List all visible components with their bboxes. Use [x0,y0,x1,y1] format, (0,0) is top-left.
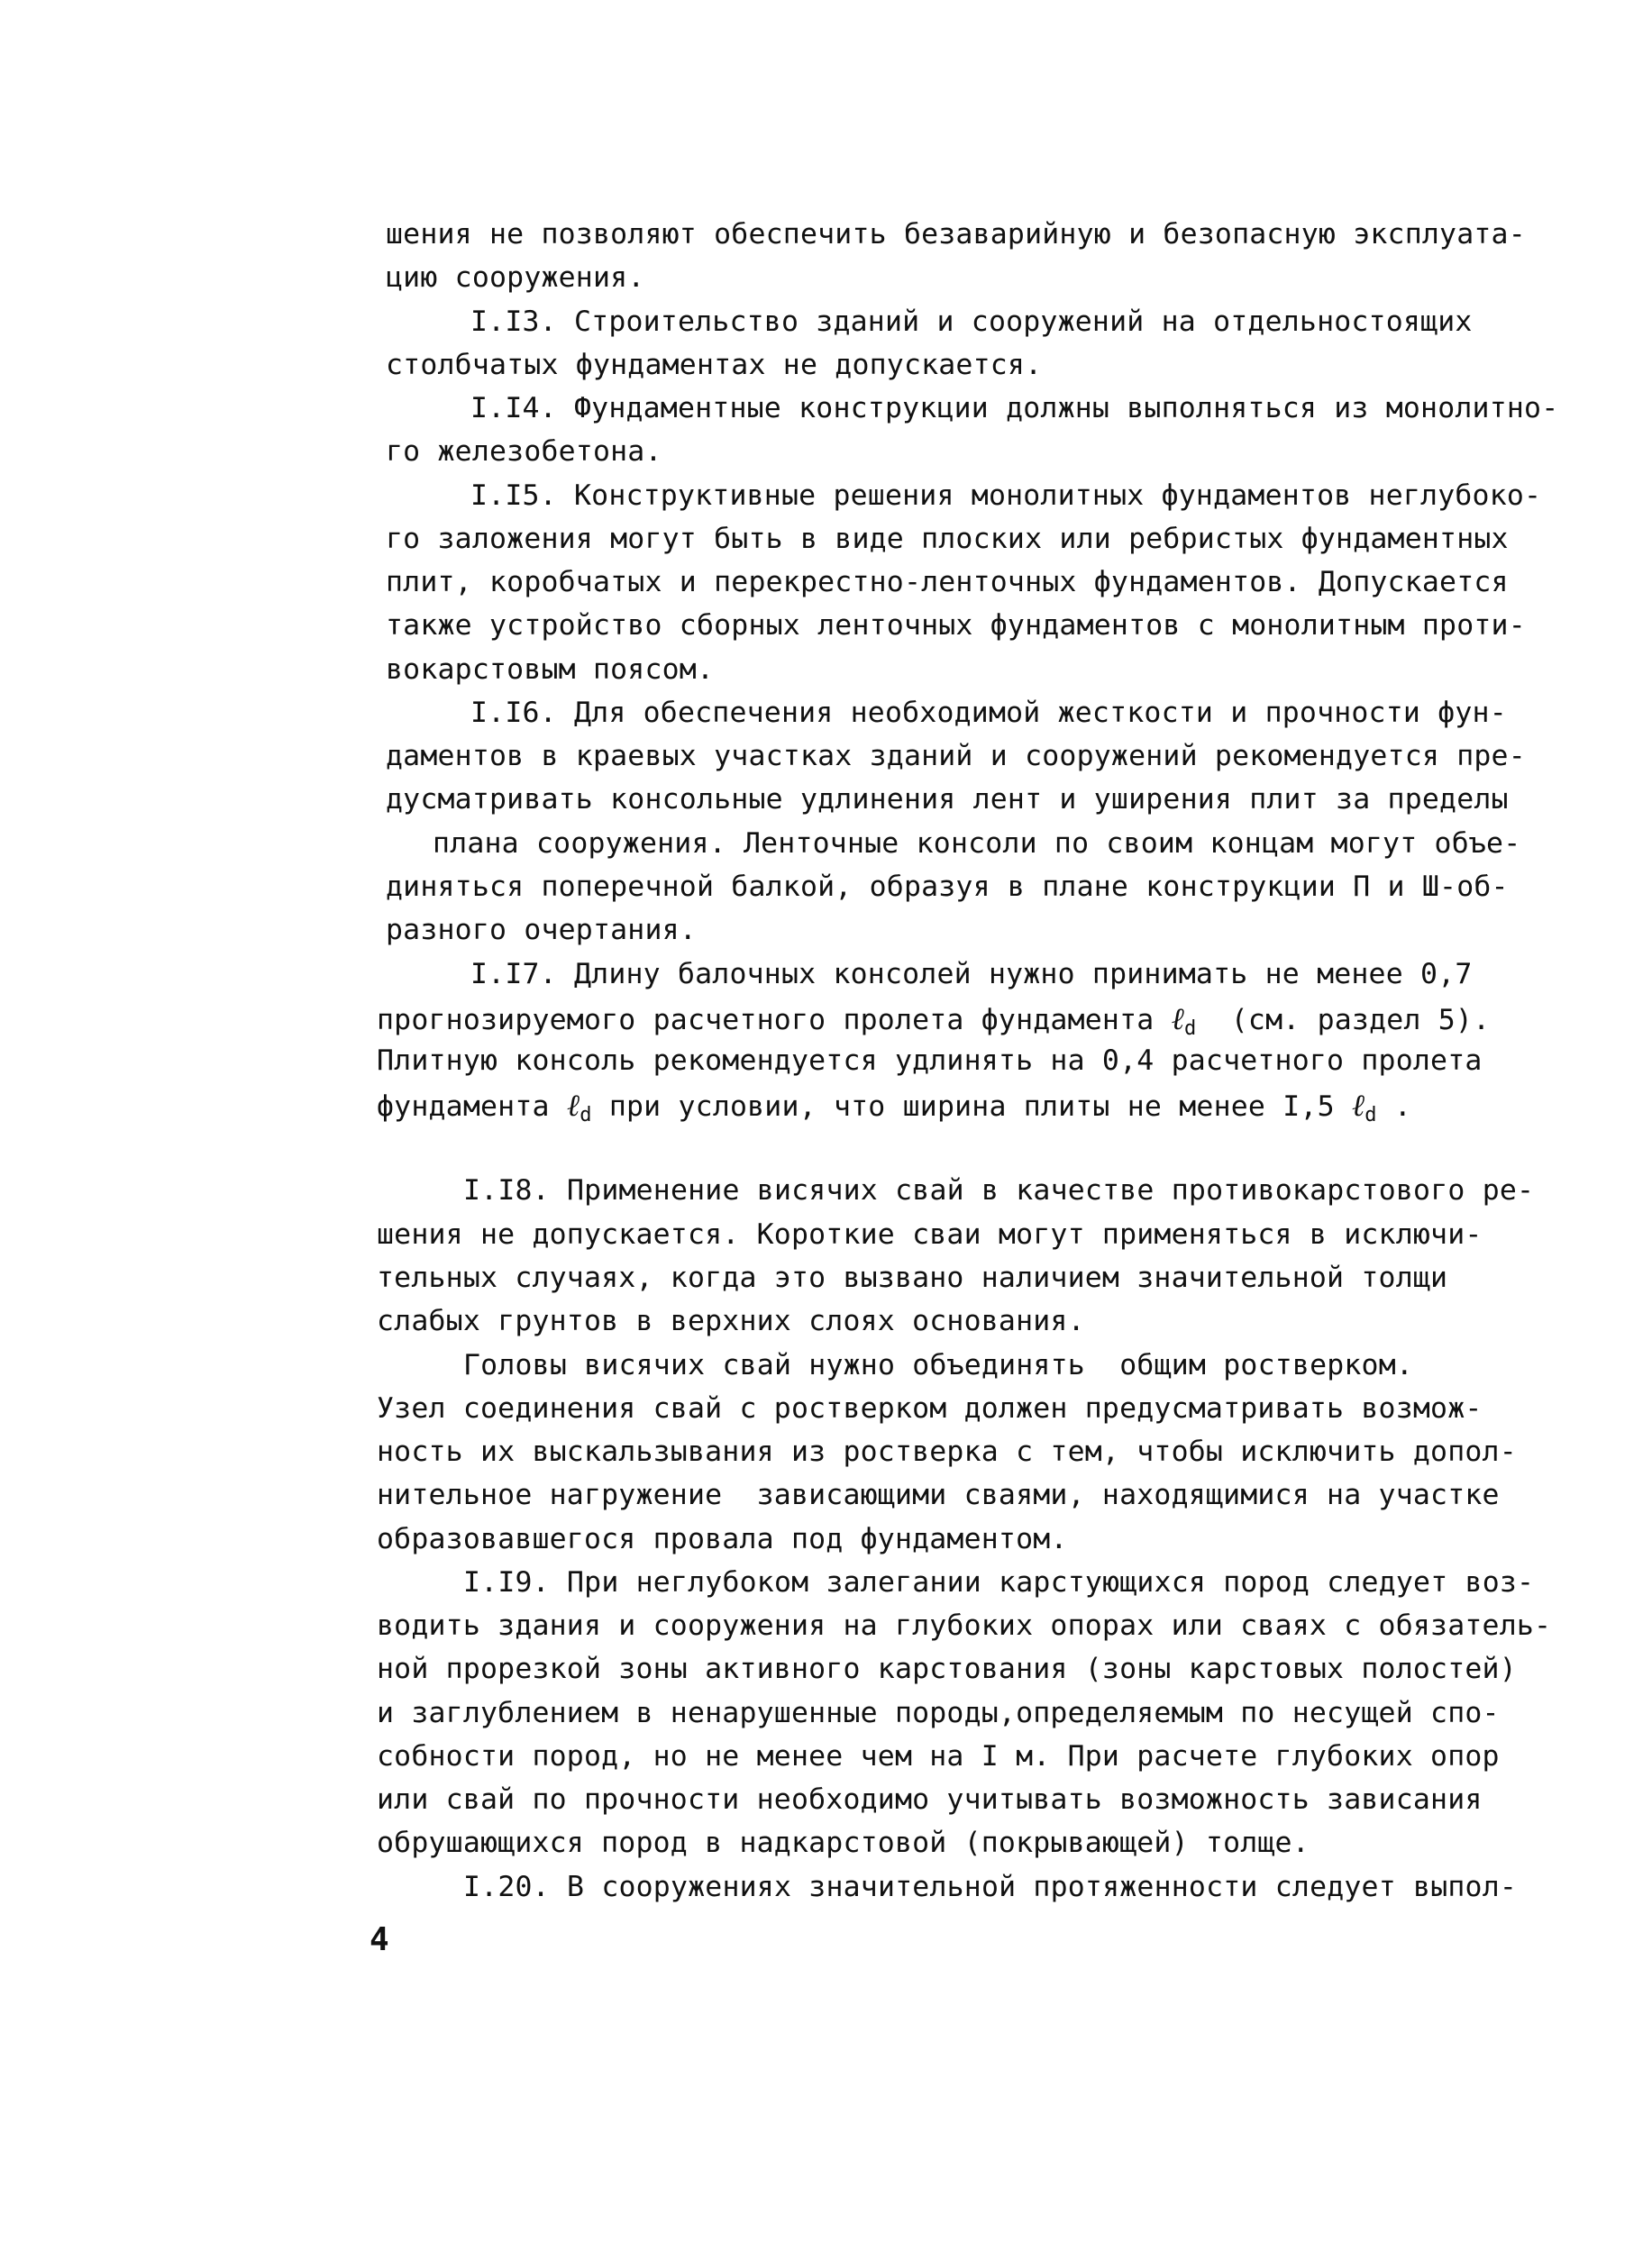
text-line: ной прорезкой зоны активного карстования (зоны карстовых полостей) [377,1653,1517,1685]
text-line: тельных случаях, когда это вызвано наличием значительной толщи [377,1262,1448,1294]
span-length-symbol: ℓ [1171,1001,1184,1037]
text-line: I.I7. Длину балочных консолей нужно принимать не менее 0,7 [470,958,1473,990]
text-line: I.I6. Для обеспечения необходимой жесткости и прочности фун- [470,697,1507,729]
text-segment: прогнозируемого расчетного пролета фундамента [377,1004,1155,1036]
text-line: го заложения могут быть в виде плоских или ребристых фундаментных [386,523,1509,555]
text-line: Узел соединения свай с ростверком должен предусматривать возмож- [377,1392,1483,1425]
text-line: вокарстовым поясом. [386,653,715,686]
text-line: Головы висячих свай нужно объединять общим ростверком. [463,1349,1414,1381]
text-line: цию сооружения. [386,261,645,294]
text-line: I.I9. При неглубоком залегании карстующихся пород следует воз- [463,1566,1535,1599]
text-line: столбчатых фундаментах не допускается. [386,349,1043,381]
text-line: I.I5. Конструктивные решения монолитных фундаментов неглубоко- [470,479,1542,512]
text-line: также устройство сборных ленточных фундаментов с монолитным проти- [386,609,1526,642]
text-line: диняться поперечной балкой, образуя в плане конструкции П и Ш-об- [386,871,1509,903]
span-length-subscript: d [1364,1104,1377,1126]
text-line: и заглублением в ненарушенные породы,определяемым по несущей спо- [377,1697,1500,1729]
span-length-symbol: ℓ [1351,1088,1365,1124]
text-line: собности пород, но не менее чем на I м. При расчете глубоких опор [377,1740,1500,1773]
text-line: шения не допускается. Короткие сваи могут применяться в исключи- [377,1218,1483,1251]
text-line: го железобетона. [386,435,662,468]
text-line: водить здания и сооружения на глубоких опорах или сваях с обязатель- [377,1609,1552,1642]
page-number: 4 [370,1921,389,1958]
span-length-subscript: d [1183,1017,1197,1040]
text-line: шения не позволяют обеспечить безаварийную и безопасную эксплуата- [386,218,1526,251]
text-line: даментов в краевых участках зданий и сооружений рекомендуется пре- [386,740,1526,772]
span-length-subscript: d [580,1104,592,1126]
text-line: I.I8. Применение висячих свай в качестве противокарстового ре- [463,1174,1535,1207]
text-line: плит, коробчатых и перекрестно-ленточных фундаментов. Допускается [386,566,1509,598]
text-line: I.20. В сооружениях значительной протяженности следует выпол- [463,1871,1518,1903]
text-line: разного очертания. [386,914,697,946]
text-line: I.I4. Фундаментные конструкции должны выполняться из монолитно- [470,392,1559,424]
span-length-symbol: ℓ [566,1088,580,1124]
text-segment: (см. раздел 5). [1230,1004,1491,1036]
text-line: или свай по прочности необходимо учитывать возможность зависания [377,1783,1483,1816]
text-segment: фундамента [377,1090,550,1123]
text-segment: при условии, что ширина плиты не менее I,5 [608,1090,1335,1123]
text-line-with-symbol [377,1090,1411,1126]
text-line: образовавшегося провала под фундаментом. [377,1523,1068,1555]
text-line-with-symbol [377,1001,1491,1040]
text-line: дусматривать консольные удлинения лент и уширения плит за пределы [386,783,1509,816]
text-line: Плитную консоль рекомендуется удлинять на 0,4 расчетного пролета [377,1044,1483,1077]
text-line: I.I3. Строительство зданий и сооружений на отдельностоящих [470,305,1473,338]
text-line: обрушающихся пород в надкарстовой (покрывающей) толще. [377,1827,1310,1859]
text-segment: . [1393,1090,1412,1123]
text-line: слабых грунтов в верхних слоях основания. [377,1305,1085,1337]
text-line: плана сооружения. Ленточные консоли по своим концам могут объе- [433,827,1521,860]
text-line: нительное нагружение зависающими сваями, находящимися на участке [377,1479,1500,1511]
text-line: ность их выскальзывания из ростверка с тем, чтобы исключить допол- [377,1436,1517,1468]
